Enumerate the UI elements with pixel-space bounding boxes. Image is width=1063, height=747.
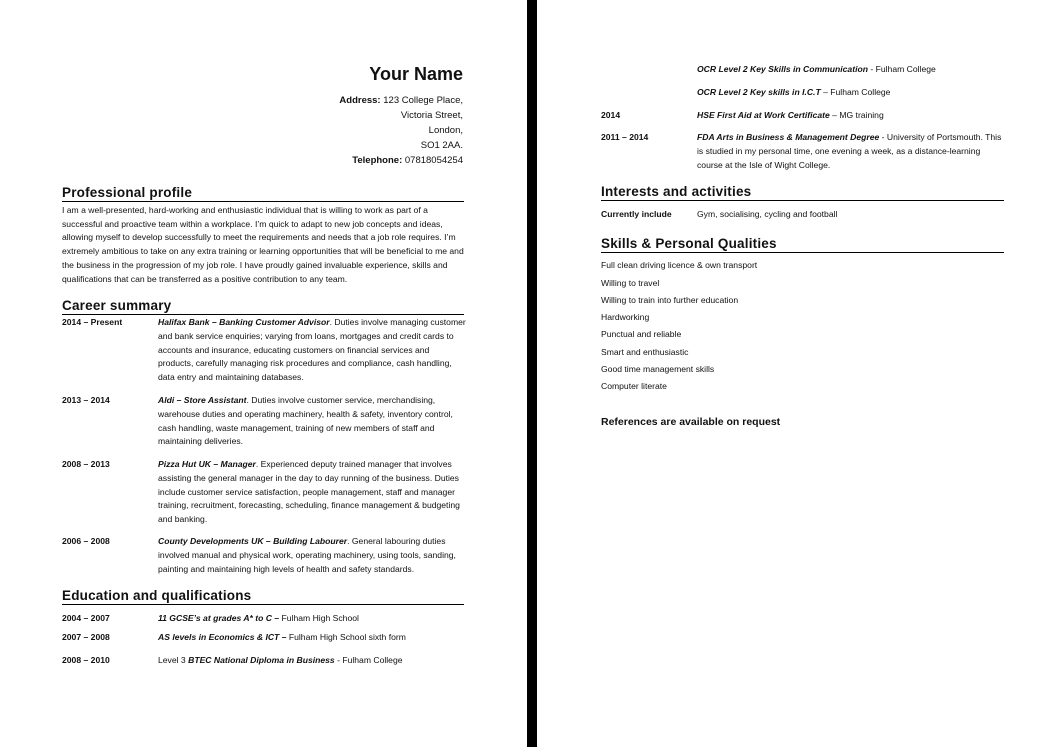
education-title: FDA Arts in Business & Management Degree <box>697 132 880 142</box>
education-description <box>697 63 1005 77</box>
education-date: 2004 – 2007 <box>62 613 110 623</box>
education-title: 11 GCSE’s at grades A* to C – <box>158 613 280 623</box>
skill-item: Willing to travel <box>601 278 660 288</box>
interests-text: Gym, socialising, cycling and football <box>697 209 838 219</box>
career-date: 2008 – 2013 <box>62 459 110 469</box>
telephone-label: Telephone: <box>352 155 403 166</box>
education-title: HSE First Aid at Work Certificate <box>697 110 830 120</box>
education-title: AS levels in Economics & ICT – <box>158 632 287 642</box>
address-line-3: London, <box>428 125 463 136</box>
address-label: Address: <box>339 95 381 106</box>
education-description <box>697 109 1005 123</box>
address-line-2: Victoria Street, <box>400 110 463 121</box>
education-prefix: Level 3 <box>158 655 189 665</box>
education-title: OCR Level 2 Key Skills in Communication <box>697 64 868 74</box>
references-note: References are available on request <box>601 416 781 428</box>
skill-item: Good time management skills <box>601 364 715 374</box>
address-line-1: 123 College Place, <box>383 95 463 106</box>
interests-label: Currently include <box>601 209 672 219</box>
telephone-number: 07818054254 <box>404 155 463 166</box>
education-date: 2014 <box>601 110 621 120</box>
career-title: Halifax Bank – Banking Customer Advisor <box>158 317 330 327</box>
page-divider <box>527 0 537 747</box>
profile-heading: Professional profile <box>62 185 464 202</box>
skill-item: Punctual and reliable <box>601 329 682 339</box>
skill-item: Full clean driving licence & own transport <box>601 260 758 270</box>
education-description <box>158 654 466 668</box>
career-title: Aldi – Store Assistant <box>158 395 247 405</box>
skill-item: Hardworking <box>601 312 650 322</box>
interests-heading: Interests and activities <box>601 184 1004 201</box>
career-text: . Experienced deputy trained manager that involves assisting the general manager in the day to day running of the business. Duties include customer service satisfaction, people management, staff and manager training, recruitment, forecasting, scheduling, finance management & budgeting and banking. <box>158 459 460 525</box>
education-description <box>697 131 1005 172</box>
career-date: 2006 – 2008 <box>62 536 110 546</box>
career-date: 2014 – Present <box>62 317 123 327</box>
education-text: – Fulham College <box>820 87 891 97</box>
cv-page-1 <box>0 0 527 747</box>
career-description <box>158 316 466 385</box>
address-line-4: SO1 2AA. <box>420 140 463 151</box>
education-text: – MG training <box>829 110 884 120</box>
education-date: 2008 – 2010 <box>62 655 110 665</box>
education-title: OCR Level 2 Key skills in I.C.T <box>697 87 821 97</box>
career-date: 2013 – 2014 <box>62 395 110 405</box>
cv-page-2 <box>537 0 1063 747</box>
contact-details <box>280 93 463 168</box>
education-date: 2007 – 2008 <box>62 632 110 642</box>
career-description <box>158 394 466 449</box>
education-text: Fulham High School <box>279 613 359 623</box>
education-date: 2011 – 2014 <box>601 132 649 142</box>
skill-item: Smart and enthusiastic <box>601 347 689 357</box>
career-description <box>158 458 466 527</box>
education-text: - Fulham College <box>867 64 936 74</box>
education-description <box>697 86 1005 100</box>
career-heading: Career summary <box>62 298 464 315</box>
education-description <box>158 631 466 645</box>
skill-item: Willing to train into further education <box>601 295 739 305</box>
education-heading: Education and qualifications <box>62 588 464 605</box>
career-text: . General labouring duties involved manual and physical work, operating machinery, using tools, sanding, painting and maintaining high levels of health and safety standards. <box>158 536 456 574</box>
education-description <box>158 612 466 626</box>
career-text: . Duties involve managing customer and bank service enquiries; varying from loans, mortgages and credit cards to accounts and insurance, educating customers on financial services and products, carefully managing risk procedures and compliance, cash handling, data entry and maintaining databases. <box>158 317 466 383</box>
career-text: . Duties involve customer service, merchandising, warehouse duties and operating machinery, health & safety, inventory control, cash handling, waste management, training of new members of staff and maintaining deliveries. <box>158 395 453 447</box>
candidate-name: Your Name <box>369 64 463 84</box>
education-text: Fulham High School sixth form <box>286 632 406 642</box>
career-title: Pizza Hut UK – Manager <box>158 459 256 469</box>
skills-heading: Skills & Personal Qualities <box>601 236 1004 253</box>
education-title: BTEC National Diploma in Business <box>188 655 335 665</box>
education-text: - University of Portsmouth. This is studied in my personal time, one evening a week, as a distance-learning course at the Isle of Wight College. <box>697 132 1002 170</box>
career-description <box>158 535 466 576</box>
career-title: County Developments UK – Building Labourer <box>158 536 348 546</box>
profile-text: I am a well-presented, hard-working and enthusiastic individual that is willing to work as part of a successful and proactive team within a workplace. I’m quick to adapt to new job concepts and ideas, allowing myself to develop successfully to meet the requirements and needs that a job role requires. I’m extremely ambitious to take on any extra training or learning opportunities that will be beneficial to me and the business in the progression of my job role. I have proudly gained invaluable experience, skills and qualifications that can be transferred as a positive contribution to any team. <box>62 205 464 284</box>
skill-item: Computer literate <box>601 381 667 391</box>
education-text: - Fulham College <box>334 655 403 665</box>
